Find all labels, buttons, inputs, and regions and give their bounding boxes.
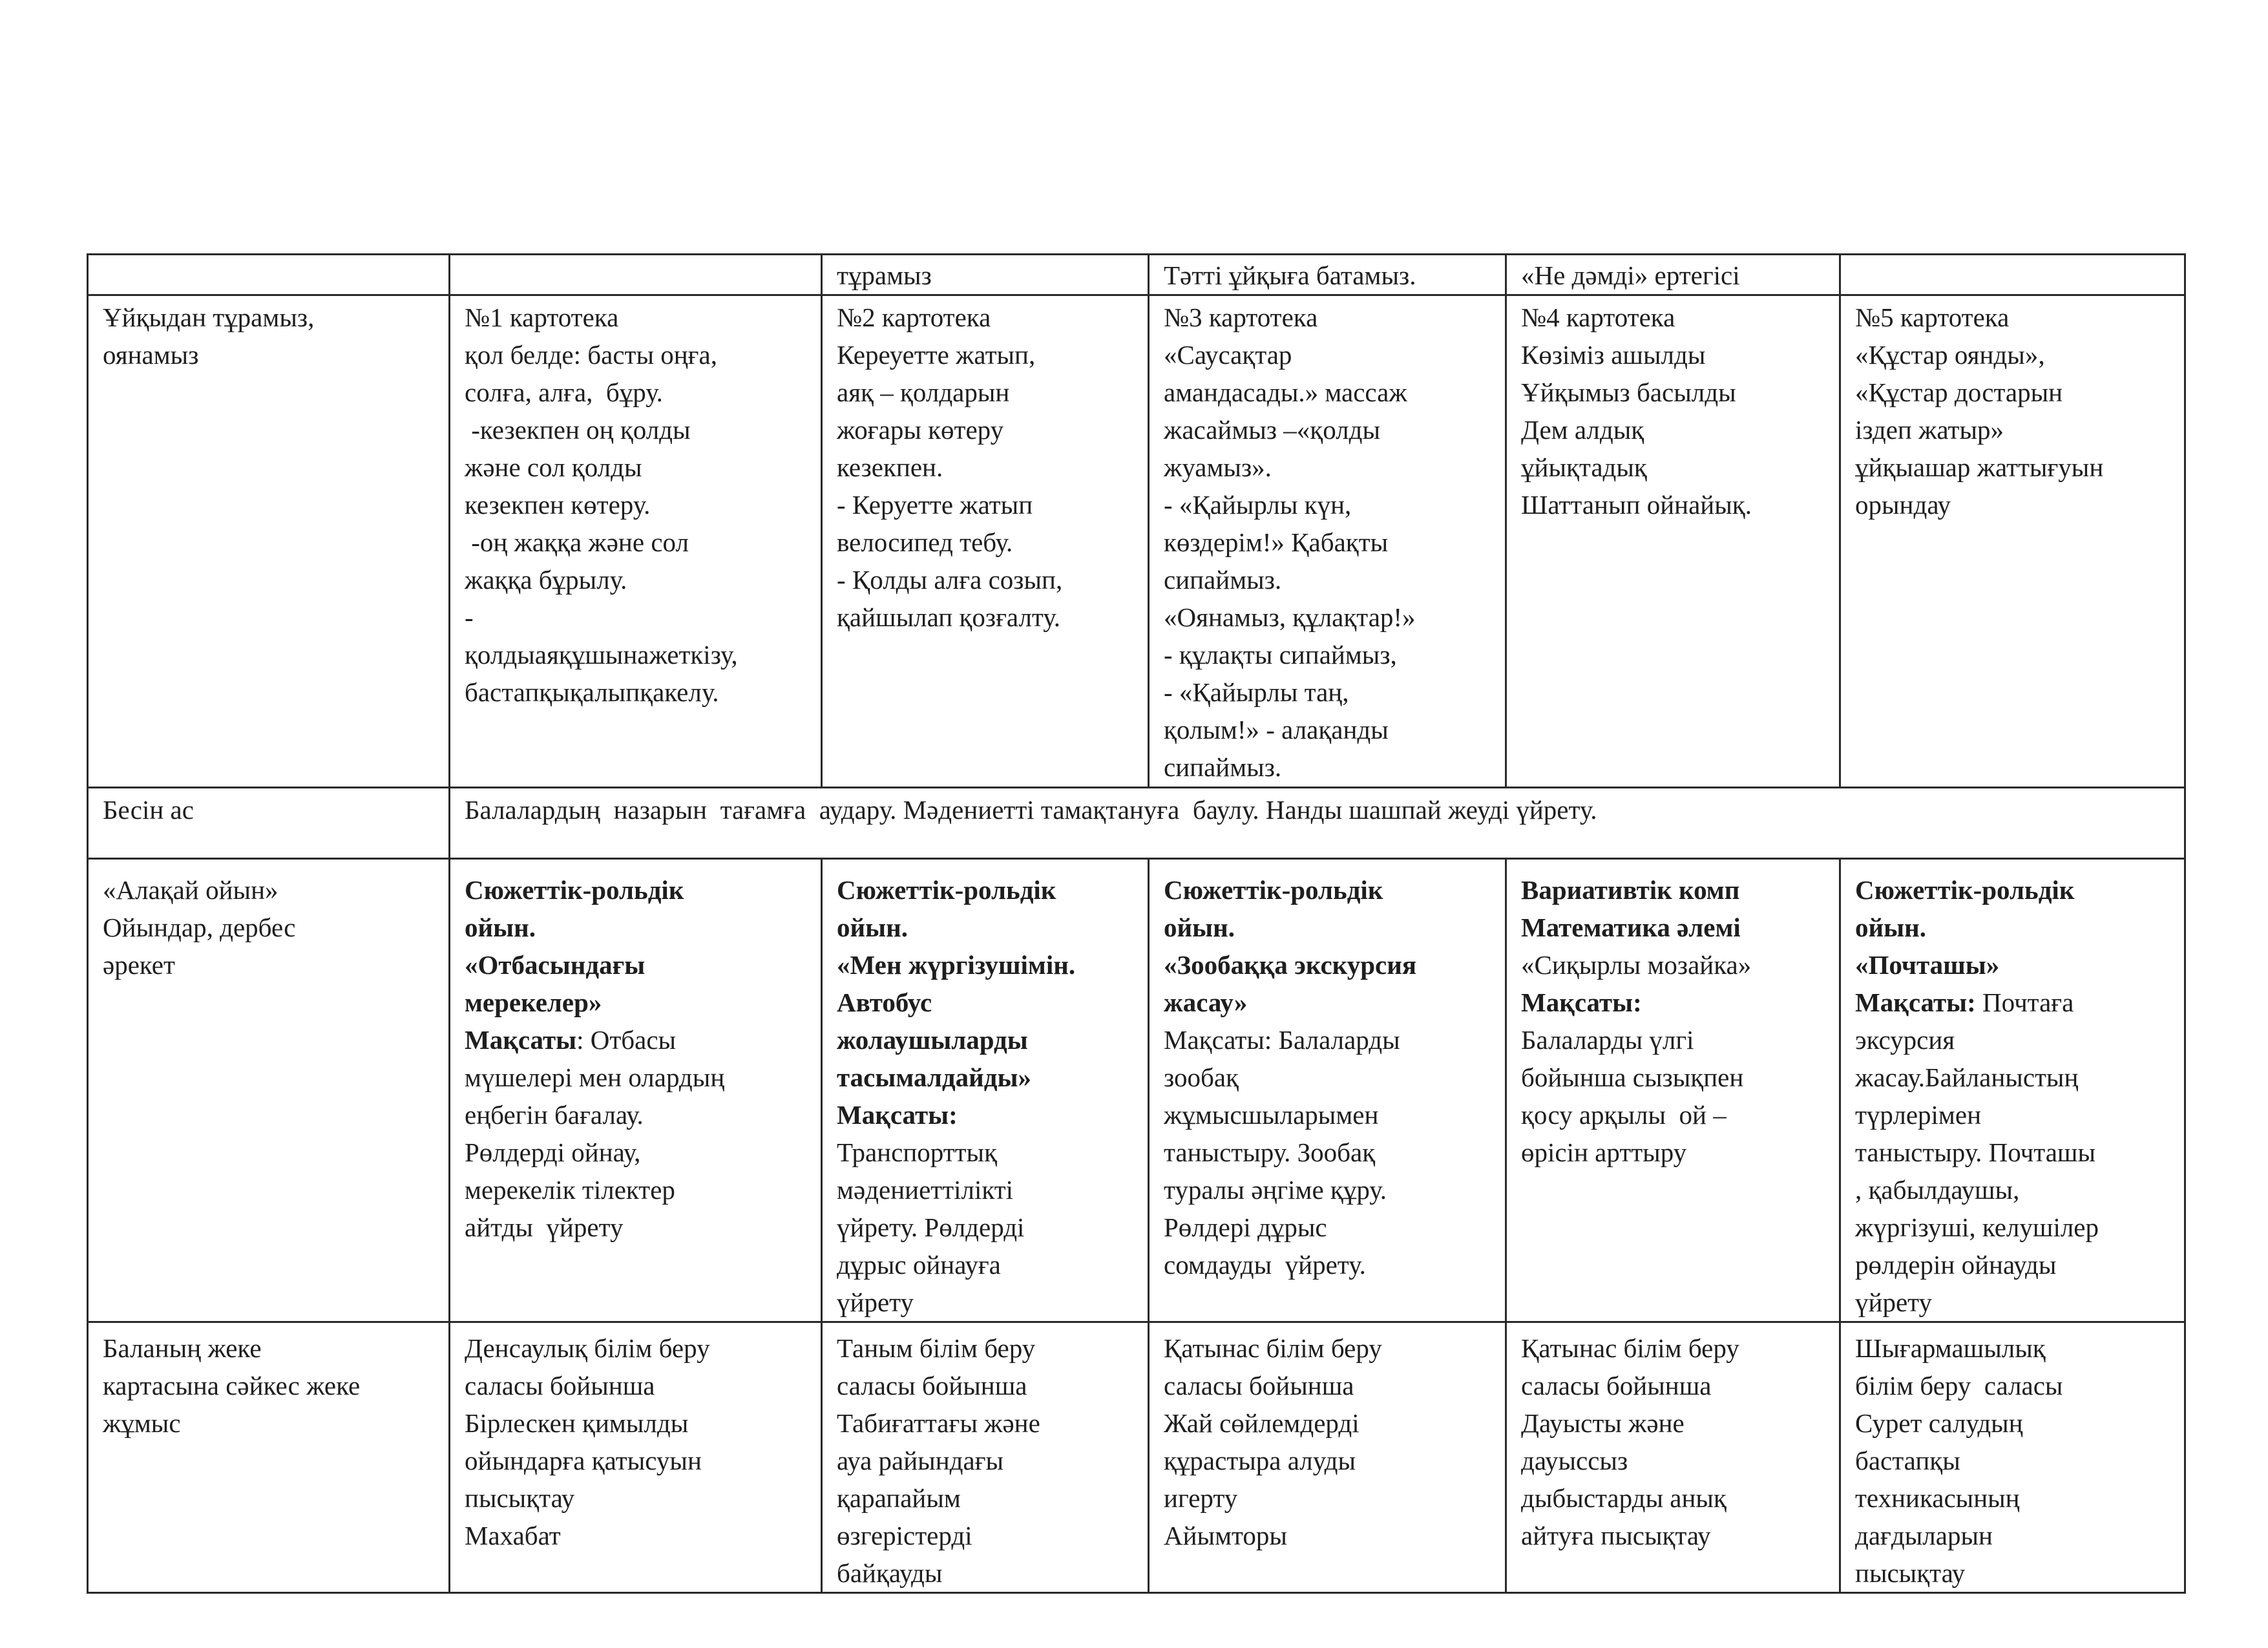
row-label-wake: Ұйқыдан тұрамыз, оянамыз bbox=[88, 295, 450, 788]
top-cell-1 bbox=[88, 255, 450, 295]
row-label-play: «Алақай ойын» Ойындар, дербес әрекет bbox=[88, 859, 450, 1322]
play-cell-3: Сюжеттік-рольдік ойын. «Зообаққа экскурсия жасау» Мақсаты: Балаларды зообақ жұмысшыларымен таныстыру. Зообақ туралы әңгіме құру. Рөлдері дұрыс сомдауды үйрету. bbox=[1149, 859, 1506, 1322]
table-row-play bbox=[88, 859, 2185, 1322]
table-row-top bbox=[88, 255, 2185, 295]
indiv-cell-4: Қатынас білім беру саласы бойынша Дауысты және дауыссыз дыбыстарды анық айтуға пысықтау bbox=[1506, 1322, 1840, 1593]
table-row-lunch bbox=[88, 788, 2185, 859]
table-row-individual bbox=[88, 1322, 2185, 1593]
indiv-cell-2: Таным білім беру саласы бойынша Табиғаттағы және ауа райындағы қарапайым өзгерістерді байқауды bbox=[822, 1322, 1149, 1593]
top-cell-3: тұрамыз bbox=[822, 255, 1149, 295]
play-cell-5: Сюжеттік-рольдік ойын. «Почташы» Мақсаты: Почтаға эксурсия жасау.Байланыстың түрлерімен таныстыру. Почташы , қабылдаушы, жүргізуші, келушілер рөлдерін ойнауды үйрету bbox=[1840, 859, 2185, 1322]
play-cell-4: Вариативтік комп Математика әлемі «Сиқырлы мозайка» Мақсаты: Балаларды үлгі бойынша сызықпен қосу арқылы ой – өрісін арттыру bbox=[1506, 859, 1840, 1322]
row-label-lunch: Бесін ас bbox=[88, 788, 450, 859]
play-cell-1: Сюжеттік-рольдік ойын. «Отбасындағы мерекелер» Мақсаты: Отбасы мүшелері мен олардың еңбегін бағалау. Рөлдерді ойнау, мерекелік тілектер айтды үйрету bbox=[450, 859, 822, 1322]
top-cell-5: «Не дәмді» ертегісі bbox=[1506, 255, 1840, 295]
plan-table bbox=[87, 253, 2186, 1594]
table-row-wake bbox=[88, 295, 2185, 788]
row-label-individual: Баланың жеке картасына сәйкес жеке жұмыс bbox=[88, 1322, 450, 1593]
top-cell-6 bbox=[1840, 255, 2185, 295]
top-cell-4: Тәтті ұйқыға батамыз. bbox=[1149, 255, 1506, 295]
indiv-cell-3: Қатынас білім беру саласы бойынша Жай сөйлемдерді құрастыра алуды игерту Айымторы bbox=[1149, 1322, 1506, 1593]
lunch-text: Балалардың назарын тағамға аудару. Мәдениетті тамақтануға баулу. Нанды шашпай жеуді үйрету. bbox=[450, 788, 2185, 859]
play-cell-2: Сюжеттік-рольдік ойын. «Мен жүргізушімін. Автобус жолаушыларды тасымалдайды» Мақсаты: Транспорттық мәдениеттілікті үйрету. Рөлдерді дұрыс ойнауға үйрету bbox=[822, 859, 1149, 1322]
wake-cell-3: №3 картотека «Саусақтар амандасады.» массаж жасаймыз –«қолды жуамыз». - «Қайырлы күн, көздерім!» Қабақты сипаймыз. «Оянамыз, құлақтар!» - құлақты сипаймыз, - «Қайырлы таң, қолым!» - алақанды сипаймыз. bbox=[1149, 295, 1506, 788]
wake-cell-2: №2 картотека Кереуетте жатып, аяқ – қолдарын жоғары көтеру кезекпен. - Керуетте жатып велосипед тебу. - Қолды алға созып, қайшылап қозғалту. bbox=[822, 295, 1149, 788]
wake-cell-5: №5 картотека «Құстар оянды», «Құстар достарын іздеп жатыр» ұйқыашар жаттығуын орындау bbox=[1840, 295, 2185, 788]
wake-cell-4: №4 картотека Көзіміз ашылды Ұйқымыз басылды Дем алдық ұйықтадық Шаттанып ойнайық. bbox=[1506, 295, 1840, 788]
indiv-cell-1: Денсаулық білім беру саласы бойынша Бірлескен қимылды ойындарға қатысуын пысықтау Махабат bbox=[450, 1322, 822, 1593]
wake-cell-1: №1 картотека қол белде: басты оңға, солға, алға, бұру. -кезекпен оң қолды және сол қолды кезекпен көтеру. -оң жаққа және сол жаққа бұрылу. - қолдыаяқұшынажеткізу, бастапқықалыпқакелу. bbox=[450, 295, 822, 788]
top-cell-2 bbox=[450, 255, 822, 295]
indiv-cell-5: Шығармашылық білім беру саласы Сурет салудың бастапқы техникасының дағдыларын пысықтау bbox=[1840, 1322, 2185, 1593]
